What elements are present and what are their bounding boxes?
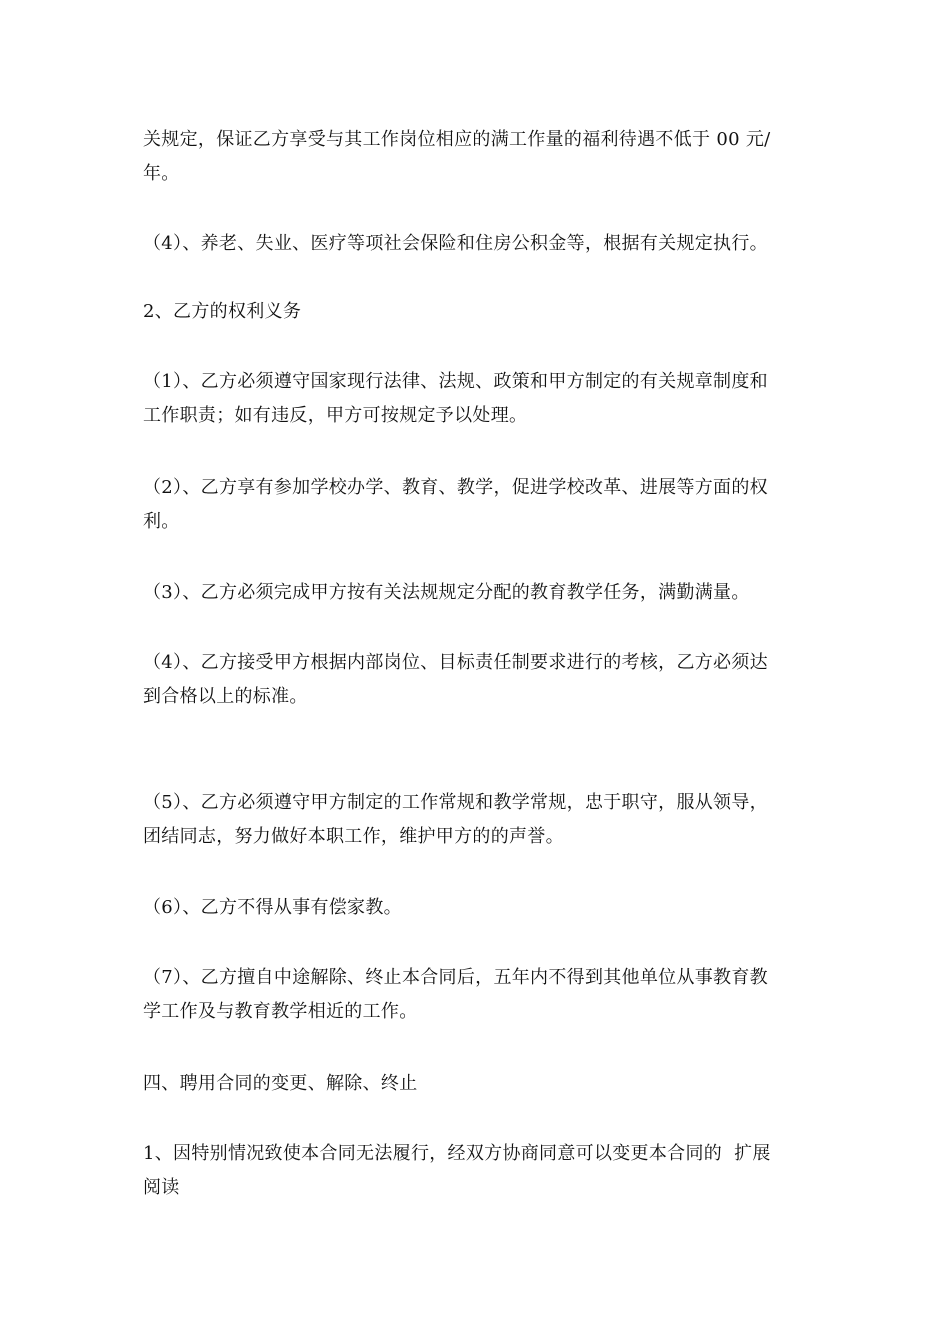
expand-reading-link-continued[interactable]: 阅读 bbox=[143, 1177, 180, 1198]
text-line: 2、乙方的权利义务 bbox=[143, 301, 302, 322]
paragraph-last bbox=[143, 1137, 813, 1205]
paragraph-item-4 bbox=[143, 646, 813, 714]
text-line: （5）、乙方必须遵守甲方制定的工作常规和教学常规，忠于职守，服从领导， bbox=[143, 792, 768, 813]
text-line: （4）、乙方接受甲方根据内部岗位、目标责任制要求进行的考核，乙方必须达 bbox=[143, 652, 768, 673]
text-line: （6）、乙方不得从事有偿家教。 bbox=[143, 897, 402, 918]
paragraph-item-5 bbox=[143, 786, 813, 854]
section-heading-rights bbox=[143, 295, 813, 329]
text-line: 到合格以上的标准。 bbox=[143, 686, 308, 707]
text-line: 利。 bbox=[143, 511, 180, 532]
text-line bbox=[143, 1137, 813, 1171]
section-heading-contract-change bbox=[143, 1067, 813, 1101]
text-line: （3）、乙方必须完成甲方按有关法规规定分配的教育教学任务，满勤满量。 bbox=[143, 582, 750, 603]
paragraph-item-3 bbox=[143, 576, 813, 610]
text-line: （1）、乙方必须遵守国家现行法律、法规、政策和甲方制定的有关规章制度和 bbox=[143, 371, 768, 392]
text-line: 团结同志，努力做好本职工作，维护甲方的的声誉。 bbox=[143, 826, 564, 847]
expand-reading-link[interactable]: 扩展 bbox=[734, 1143, 771, 1164]
paragraph-welfare bbox=[143, 123, 813, 191]
text-line: 年。 bbox=[143, 163, 180, 184]
paragraph-item-6 bbox=[143, 891, 813, 925]
text-line: 四、聘用合同的变更、解除、终止 bbox=[143, 1073, 418, 1094]
paragraph-insurance bbox=[143, 227, 813, 261]
text-line: 学工作及与教育教学相近的工作。 bbox=[143, 1001, 418, 1022]
text-line: 工作职责；如有违反，甲方可按规定予以处理。 bbox=[143, 405, 528, 426]
paragraph-item-7 bbox=[143, 961, 813, 1029]
text-line: （4）、养老、失业、医疗等项社会保险和住房公积金等，根据有关规定执行。 bbox=[143, 233, 768, 254]
text-line: （2）、乙方享有参加学校办学、教育、教学，促进学校改革、进展等方面的权 bbox=[143, 477, 768, 498]
text-line: 关规定，保证乙方享受与其工作岗位相应的满工作量的福利待遇不低于 00 元/ bbox=[143, 129, 771, 150]
paragraph-item-1 bbox=[143, 365, 813, 433]
paragraph-item-2 bbox=[143, 471, 813, 539]
text-line: （7）、乙方擅自中途解除、终止本合同后，五年内不得到其他单位从事教育教 bbox=[143, 967, 768, 988]
text-fragment: 1、因特别情况致使本合同无法履行，经双方协商同意可以变更本合同的 bbox=[143, 1143, 723, 1164]
